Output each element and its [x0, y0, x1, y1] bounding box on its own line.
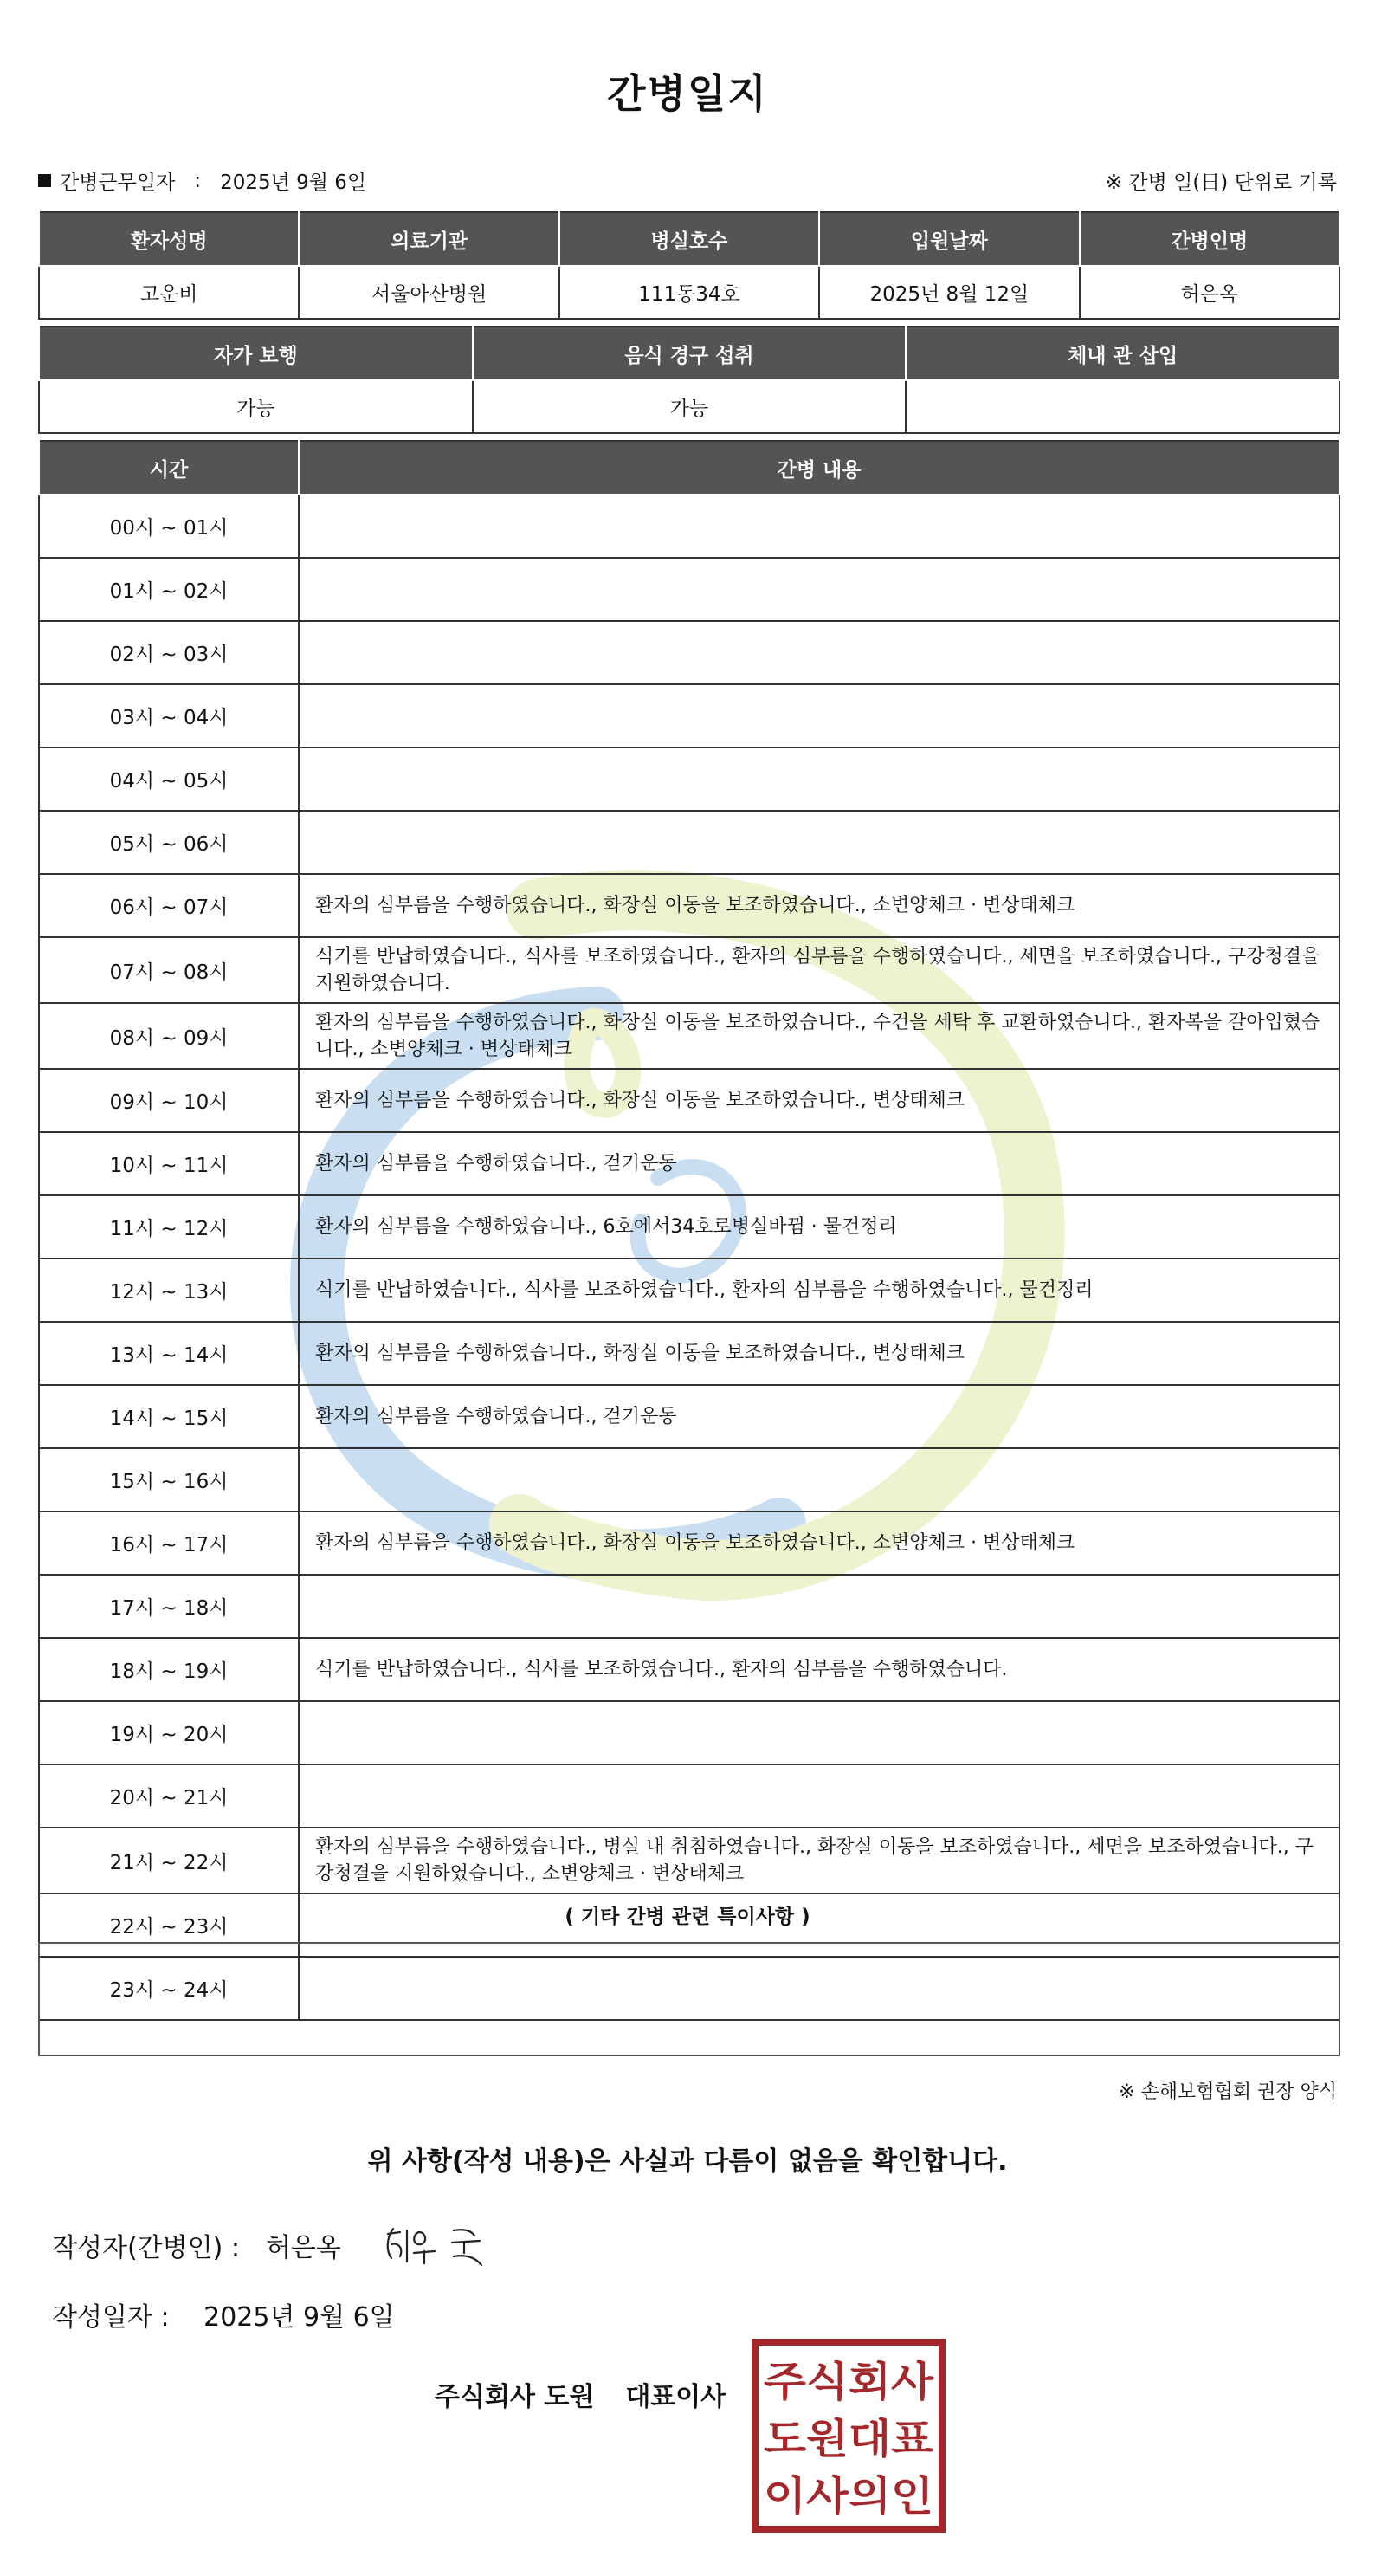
confirmation-statement: 위 사항(작성 내용)은 사실과 다름이 없음을 확인합니다. — [367, 2146, 1008, 2177]
company-seal-stamp — [752, 2339, 946, 2533]
log-content-cell: 환자의 심부름을 수행하였습니다., 6호에서34호로병실바뀜 · 물건정리 — [299, 1195, 1339, 1259]
log-row — [39, 1638, 1339, 1701]
notes-title: ( 기타 간병 관련 특이사항 ) — [565, 1906, 810, 1928]
svg-text:주식회사: 주식회사 — [764, 2359, 934, 2406]
log-time-cell: 04시 ~ 05시 — [39, 748, 299, 811]
log-row — [39, 1259, 1339, 1322]
log-content-cell: 환자의 심부름을 수행하였습니다., 병실 내 취침하였습니다., 화장실 이동을 보조하였습니다., 세면을 보조하였습니다., 구강청결을 지원하였습니다., 소변양체크 · 변상태체크 — [299, 1828, 1339, 1893]
header-caregiver: 간병인명 — [1080, 212, 1339, 266]
written-date-label: 작성일자 : — [52, 2302, 170, 2333]
patient-status-value-row — [39, 380, 1339, 433]
header-hospital: 의료기관 — [299, 212, 558, 266]
log-time-cell: 14시 ~ 15시 — [39, 1385, 299, 1448]
log-content-cell: 환자의 심부름을 수행하였습니다., 걷기운동 — [299, 1385, 1339, 1448]
log-row — [39, 1132, 1339, 1195]
hospital-name: 서울아산병원 — [299, 266, 558, 319]
log-time-cell: 05시 ~ 06시 — [39, 811, 299, 874]
header-time: 시간 — [39, 441, 299, 495]
header-admission-date: 입원날짜 — [819, 212, 1079, 266]
admission-date: 2025년 8월 12일 — [819, 266, 1079, 319]
log-time-cell: 21시 ~ 22시 — [39, 1828, 299, 1893]
header-self-walking: 자가 보행 — [39, 327, 473, 380]
unit-note: ※ 간병 일(日) 단위로 기록 — [1105, 172, 1337, 194]
log-content-cell: 환자의 심부름을 수행하였습니다., 화장실 이동을 보조하였습니다., 소변양체크 · 변상태체크 — [299, 1511, 1339, 1575]
log-row — [39, 684, 1339, 748]
log-time-cell: 23시 ~ 24시 — [39, 1957, 299, 2020]
company-name: 주식회사 도원 — [435, 2382, 595, 2412]
log-row — [39, 1195, 1339, 1259]
log-row — [39, 1385, 1339, 1448]
log-row — [39, 811, 1339, 874]
patient-status-table — [38, 326, 1340, 434]
patient-info-header-row — [39, 212, 1339, 266]
log-row — [39, 1322, 1339, 1385]
meta-row — [38, 166, 1337, 201]
log-time-cell: 00시 ~ 01시 — [39, 495, 299, 558]
log-row — [39, 621, 1339, 684]
log-row — [39, 1575, 1339, 1638]
log-content-cell — [299, 1701, 1339, 1764]
log-time-cell: 11시 ~ 12시 — [39, 1195, 299, 1259]
log-row — [39, 558, 1339, 621]
signature-image — [381, 2213, 511, 2274]
log-content-cell: 식기를 반납하였습니다., 식사를 보조하였습니다., 환자의 심부름을 수행하였습니다., 세면을 보조하였습니다., 구강청결을 지원하였습니다. — [299, 937, 1339, 1003]
document-title: 간병일지 — [607, 70, 768, 117]
bullet-square-icon — [38, 174, 51, 187]
patient-info-value-row — [39, 266, 1339, 319]
log-row — [39, 1828, 1339, 1893]
log-time-cell: 19시 ~ 20시 — [39, 1701, 299, 1764]
company-representative: 대표이사 — [625, 2382, 726, 2412]
log-time-cell: 22시 ~ 23시 — [39, 1893, 299, 1957]
written-date-line — [52, 2295, 395, 2333]
log-content-cell — [299, 621, 1339, 684]
log-time-cell: 18시 ~ 19시 — [39, 1638, 299, 1701]
svg-text:이사의인: 이사의인 — [764, 2473, 933, 2521]
writer-line — [52, 2226, 341, 2264]
work-date — [38, 166, 366, 195]
work-date-separator: : — [194, 169, 202, 192]
log-time-cell: 07시 ~ 08시 — [39, 937, 299, 1003]
log-time-cell: 12시 ~ 13시 — [39, 1259, 299, 1322]
log-time-cell: 08시 ~ 09시 — [39, 1003, 299, 1069]
log-content-cell — [299, 1764, 1339, 1828]
log-content-cell: 환자의 심부름을 수행하였습니다., 화장실 이동을 보조하였습니다., 변상태체크 — [299, 1069, 1339, 1132]
oral-intake-value: 가능 — [473, 380, 907, 433]
writer-name: 허은옥 — [265, 2233, 341, 2263]
log-content-cell — [299, 748, 1339, 811]
log-row — [39, 874, 1339, 937]
written-date-value: 2025년 9월 6일 — [203, 2302, 395, 2333]
header-oral-intake: 음식 경구 섭취 — [473, 327, 907, 380]
log-content-cell — [299, 684, 1339, 748]
log-content-cell: 식기를 반납하였습니다., 식사를 보조하였습니다., 환자의 심부름을 수행하였습니다. — [299, 1638, 1339, 1701]
log-time-cell: 09시 ~ 10시 — [39, 1069, 299, 1132]
log-content-cell — [299, 1575, 1339, 1638]
log-row — [39, 1003, 1339, 1069]
log-row — [39, 1511, 1339, 1575]
self-walking-value: 가능 — [39, 380, 473, 433]
hourly-log-table — [38, 440, 1340, 2021]
log-content-cell: 환자의 심부름을 수행하였습니다., 화장실 이동을 보조하였습니다., 수건을 세탁 후 교환하였습니다., 환자복을 갈아입혔습니다., 소변양체크 · 변상태체크 — [299, 1003, 1339, 1069]
log-row — [39, 1764, 1339, 1828]
patient-status-header-row — [39, 327, 1339, 380]
header-tube-insertion: 체내 관 삽입 — [906, 327, 1339, 380]
writer-label: 작성자(간병인) : — [52, 2233, 240, 2263]
svg-text:도원대표: 도원대표 — [764, 2416, 934, 2463]
log-time-cell: 13시 ~ 14시 — [39, 1322, 299, 1385]
work-date-label: 간병근무일자 — [60, 172, 176, 194]
log-content-cell — [299, 558, 1339, 621]
log-time-cell: 01시 ~ 02시 — [39, 558, 299, 621]
log-content-cell: 환자의 심부름을 수행하였습니다., 화장실 이동을 보조하였습니다., 소변양체크 · 변상태체크 — [299, 874, 1339, 937]
caregiver-name: 허은옥 — [1080, 266, 1339, 319]
log-time-cell: 17시 ~ 18시 — [39, 1575, 299, 1638]
log-row — [39, 937, 1339, 1003]
log-header-row — [39, 441, 1339, 495]
header-care-content: 간병 내용 — [299, 441, 1339, 495]
log-time-cell: 02시 ~ 03시 — [39, 621, 299, 684]
log-time-cell: 10시 ~ 11시 — [39, 1132, 299, 1195]
log-time-cell: 15시 ~ 16시 — [39, 1448, 299, 1511]
tube-insertion-value — [906, 380, 1339, 433]
log-time-cell: 20시 ~ 21시 — [39, 1764, 299, 1828]
log-content-cell — [299, 1448, 1339, 1511]
log-row — [39, 495, 1339, 558]
log-content-cell: 환자의 심부름을 수행하였습니다., 걷기운동 — [299, 1132, 1339, 1195]
company-line — [435, 2375, 726, 2413]
room-number: 111동34호 — [559, 266, 819, 319]
log-row — [39, 1701, 1339, 1764]
log-time-cell: 16시 ~ 17시 — [39, 1511, 299, 1575]
work-date-value: 2025년 9월 6일 — [220, 172, 367, 194]
log-row — [39, 1448, 1339, 1511]
log-content-cell: 식기를 반납하였습니다., 식사를 보조하였습니다., 환자의 심부름을 수행하였습니다., 물건정리 — [299, 1259, 1339, 1322]
log-content-cell — [299, 811, 1339, 874]
log-time-cell: 06시 ~ 07시 — [39, 874, 299, 937]
log-row — [39, 748, 1339, 811]
patient-name: 고운비 — [39, 266, 299, 319]
log-content-cell — [299, 495, 1339, 558]
footnote: ※ 손해보험협회 권장 양식 — [1119, 2081, 1337, 2103]
log-row — [39, 1069, 1339, 1132]
log-content-cell: 환자의 심부름을 수행하였습니다., 화장실 이동을 보조하였습니다., 변상태체크 — [299, 1322, 1339, 1385]
notes-box — [38, 1942, 1340, 2056]
header-patient-name: 환자성명 — [39, 212, 299, 266]
log-time-cell: 03시 ~ 04시 — [39, 684, 299, 748]
header-room: 병실호수 — [559, 212, 819, 266]
patient-info-table — [38, 211, 1340, 320]
